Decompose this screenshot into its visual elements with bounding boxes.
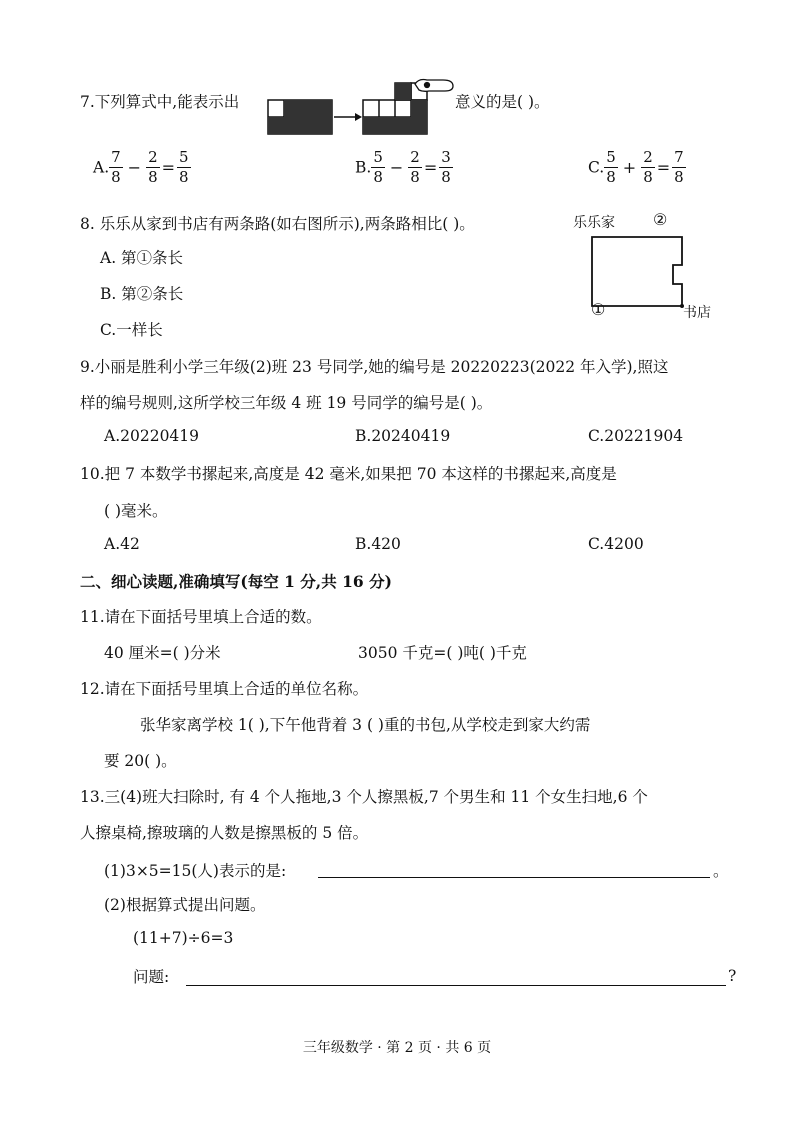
fraction: $\frac{2}{8}$	[643, 148, 653, 186]
q8-option-c[interactable]: C.一样长	[100, 321, 163, 339]
q10-option-a[interactable]: A.42	[104, 535, 140, 553]
fraction-grid-figure	[267, 78, 457, 136]
section-2-title: 二、细心读题,准确填写(每空 1 分,共 16 分)	[80, 572, 392, 591]
store-label: 书店	[683, 305, 711, 321]
q10-option-c[interactable]: C.4200	[588, 535, 644, 553]
q13-line2: 人擦桌椅,擦玻璃的人数是擦黑板的 5 倍。	[80, 824, 369, 842]
q11-part1[interactable]: 40 厘米=( )分米	[104, 644, 221, 662]
home-label: 乐乐家	[573, 215, 615, 231]
q10-option-b[interactable]: B.420	[355, 535, 401, 553]
q13-sub1-label: (1)3×5=15(人)表示的是:	[104, 862, 287, 880]
option-label: B.	[355, 158, 372, 177]
q8-option-a[interactable]: A. 第①条长	[100, 249, 184, 267]
fraction: $\frac{7}{8}$	[674, 148, 684, 186]
path2-label: ②	[653, 210, 668, 229]
q13-sub2-label: (2)根据算式提出问题。	[104, 896, 266, 914]
option-label: A.	[93, 158, 110, 177]
option-label: C.	[588, 158, 605, 177]
q13-sub1-answer-line[interactable]	[318, 877, 710, 878]
fraction: $\frac{7}{8}$	[111, 148, 121, 186]
q9-option-c[interactable]: C.20221904	[588, 427, 684, 445]
q7-option-b[interactable]: B. $\frac{5}{8}$ − $\frac{2}{8}$ = $\frac{3}{8}$	[355, 148, 451, 186]
q12-line2[interactable]: 要 20( )。	[104, 752, 177, 770]
fraction: $\frac{3}{8}$	[441, 148, 451, 186]
page-footer: 三年级数学 · 第 2 页 · 共 6 页	[302, 1040, 492, 1056]
fraction: $\frac{2}{8}$	[148, 148, 158, 186]
q9-line2: 样的编号规则,这所学校三年级 4 班 19 号同学的编号是( )。	[80, 394, 493, 412]
q10-line1: 10.把 7 本数学书摞起来,高度是 42 毫米,如果把 70 本这样的书摞起来,高度是	[80, 465, 617, 483]
q8-option-b[interactable]: B. 第②条长	[100, 285, 184, 303]
q9-option-b[interactable]: B.20240419	[355, 427, 451, 445]
fraction: $\frac{5}{8}$	[373, 148, 383, 186]
q7-figure	[267, 78, 457, 140]
q7-option-c[interactable]: C. $\frac{5}{8}$ + $\frac{2}{8}$ = $\frac{7}{8}$	[588, 148, 684, 186]
fraction: $\frac{5}{8}$	[606, 148, 616, 186]
q13-formula: (11+7)÷6=3	[133, 929, 234, 947]
q9-line1: 9.小丽是胜利小学三年级(2)班 23 号同学,她的编号是 20220223(2022 年入学),照这	[80, 358, 669, 376]
fraction: $\frac{2}{8}$	[410, 148, 420, 186]
q11-part2[interactable]: 3050 千克=( )吨( )千克	[358, 644, 527, 662]
fraction: $\frac{5}{8}$	[179, 148, 189, 186]
q7-suffix: 意义的是( )。	[455, 93, 550, 111]
q13-question-label: 问题:	[133, 968, 170, 986]
q13-question-answer-line[interactable]	[186, 985, 726, 986]
q12-line1[interactable]: 张华家离学校 1( ),下午他背着 3 ( )重的书包,从学校走到家大约需	[140, 716, 591, 734]
q13-question-end: ?	[728, 967, 737, 985]
q12-prompt: 12.请在下面括号里填上合适的单位名称。	[80, 680, 369, 698]
q7-option-a[interactable]: A. $\frac{7}{8}$ − $\frac{2}{8}$ = $\frac{5}{8}$	[93, 148, 189, 186]
path1-label: ①	[591, 300, 606, 319]
q13-line1: 13.三(4)班大扫除时, 有 4 个人拖地,3 个人擦黑板,7 个男生和 11 个女生扫地,6 个	[80, 788, 648, 806]
q7-prompt: 7.下列算式中,能表示出	[80, 93, 240, 111]
q10-line2: ( )毫米。	[104, 502, 168, 520]
q11-prompt: 11.请在下面括号里填上合适的数。	[80, 608, 322, 626]
q9-option-a[interactable]: A.20220419	[104, 427, 200, 445]
q8-prompt: 8. 乐乐从家到书店有两条路(如右图所示),两条路相比( )。	[80, 215, 475, 233]
q13-sub1-end: 。	[713, 862, 729, 880]
q8-route-figure	[573, 212, 743, 322]
